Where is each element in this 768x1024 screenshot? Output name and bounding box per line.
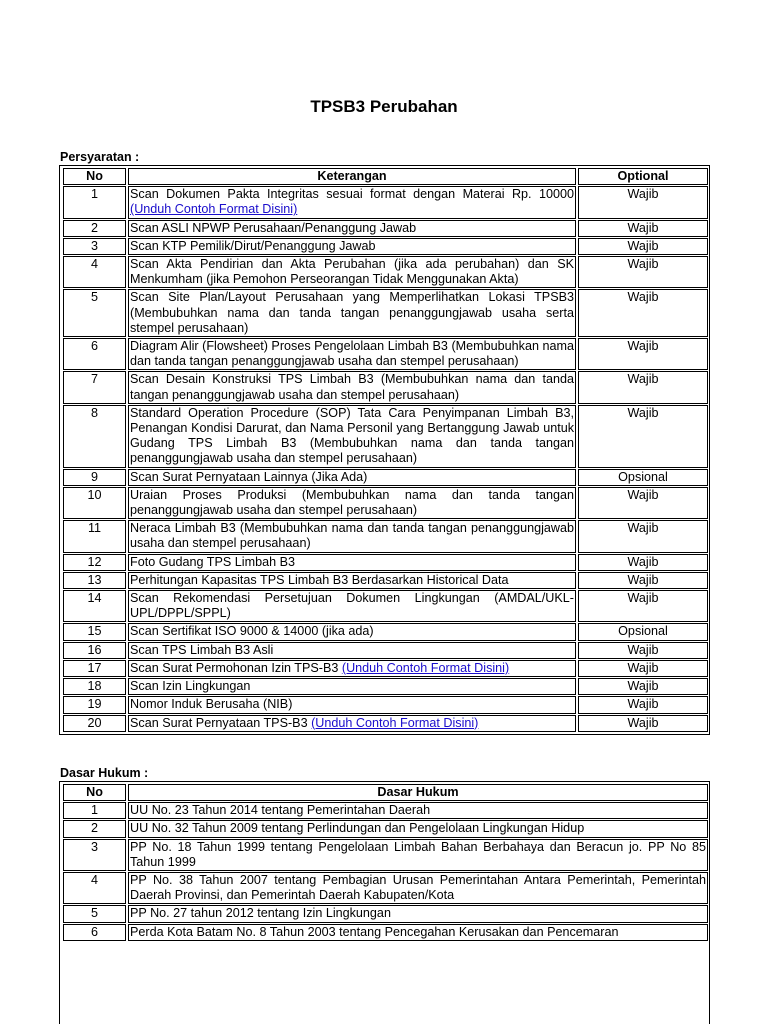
requirement-text: Uraian Proses Produksi (Membubuhkan nama dan tanda tangan penanggungjawab usaha dan stempel perusahaan) (130, 487, 574, 518)
legal-basis-text: PP No. 27 tahun 2012 tentang Izin Lingkungan (128, 905, 708, 922)
page-title: TPSB3 Perubahan (310, 97, 458, 116)
requirement-text: Nomor Induk Berusaha (NIB) (130, 697, 293, 712)
legal-basis-text: PP No. 18 Tahun 1999 tentang Pengelolaan Limbah Bahan Berbahaya dan Beracun jo. PP No 85 Tahun 1999 (128, 839, 708, 871)
dasar-hukum-table (59, 781, 710, 1024)
requirement-cell (128, 715, 576, 732)
table-row (63, 338, 708, 370)
table-row (63, 371, 708, 403)
requirement-text: Scan Surat Pernyataan TPS-B3 (130, 715, 308, 730)
persyaratan-table (59, 165, 710, 735)
row-number: 4 (63, 872, 126, 904)
requirement-cell (128, 371, 576, 403)
row-number: 20 (63, 715, 126, 732)
legal-basis-text: UU No. 32 Tahun 2009 tentang Perlindungan dan Pengelolaan Lingkungan Hidup (128, 820, 708, 837)
table-row (63, 487, 708, 519)
download-template-link[interactable]: (Unduh Contoh Format Disini) (130, 202, 298, 217)
table-row (63, 715, 708, 732)
download-template-link[interactable]: (Unduh Contoh Format Disini) (311, 715, 479, 730)
requirement-status: Wajib (578, 220, 708, 237)
requirement-text: Scan Izin Lingkungan (130, 679, 251, 694)
table-row (63, 872, 708, 904)
row-number: 4 (63, 256, 126, 288)
table-row (63, 924, 708, 941)
requirement-status: Opsional (578, 469, 708, 486)
table-row (63, 289, 708, 337)
row-number: 7 (63, 371, 126, 403)
persyaratan-label: Persyaratan : (60, 150, 140, 164)
requirement-status: Wajib (578, 642, 708, 659)
table-row (63, 839, 708, 871)
table-row (63, 572, 708, 589)
requirement-status: Wajib (578, 371, 708, 403)
requirement-status: Wajib (578, 487, 708, 519)
requirement-status: Wajib (578, 186, 708, 218)
requirement-text: Scan Site Plan/Layout Perusahaan yang Memperlihatkan Lokasi TPSB3 (Membubuhkan nama dan tanda tangan penanggungjawab usaha serta stempel perusahaan) (130, 290, 574, 335)
row-number: 18 (63, 678, 126, 695)
legal-basis-text: Perda Kota Batam No. 8 Tahun 2003 tentang Pencegahan Kerusakan dan Pencemaran (128, 924, 708, 941)
table-row (63, 905, 708, 922)
row-number: 10 (63, 487, 126, 519)
row-number: 6 (63, 924, 126, 941)
legal-basis-text: PP No. 38 Tahun 2007 tentang Pembagian Urusan Pemerintahan Antara Pemerintah, Pemerintah Daerah Provinsi, dan Pemerintah Daerah Kabupaten/Kota (128, 872, 708, 904)
header-no: No (63, 784, 126, 801)
requirement-text: Neraca Limbah B3 (Membubuhkan nama dan tanda tangan penanggungjawab usaha dan stempel perusahaan) (130, 521, 574, 551)
requirement-cell (128, 289, 576, 337)
requirement-cell (128, 220, 576, 237)
table-row (63, 623, 708, 640)
row-number: 2 (63, 220, 126, 237)
table-row (63, 802, 708, 819)
table-row (63, 590, 708, 622)
table-row (63, 405, 708, 468)
requirement-status: Opsional (578, 623, 708, 640)
requirement-text: Scan Dokumen Pakta Integritas sesuai format dengan Materai Rp. 10000 (130, 187, 574, 202)
dasar-hukum-body (63, 802, 708, 941)
requirement-text: Perhitungan Kapasitas TPS Limbah B3 Berdasarkan Historical Data (130, 572, 509, 587)
requirement-status: Wajib (578, 660, 708, 677)
requirement-cell (128, 238, 576, 255)
download-template-link[interactable]: (Unduh Contoh Format Disini) (341, 660, 510, 675)
row-number: 5 (63, 289, 126, 337)
requirement-cell (128, 572, 576, 589)
table-row (63, 554, 708, 571)
header-keterangan: Keterangan (128, 168, 576, 185)
requirement-cell (128, 520, 576, 552)
requirement-status: Wajib (578, 520, 708, 552)
table-row (63, 469, 708, 486)
row-number: 9 (63, 469, 126, 486)
requirement-status: Wajib (578, 238, 708, 255)
requirement-status: Wajib (578, 405, 708, 468)
table-row (63, 696, 708, 713)
requirement-cell (128, 256, 576, 288)
requirement-cell (128, 405, 576, 468)
requirement-text: Scan Desain Konstruksi TPS Limbah B3 (Membubuhkan nama dan tanda tangan penanggungjawab usaha dan stempel perusahaan) (130, 372, 574, 402)
table-row (63, 220, 708, 237)
row-number: 14 (63, 590, 126, 622)
header-optional: Optional (578, 168, 708, 185)
requirement-text: Scan Rekomendasi Persetujuan Dokumen Lingkungan (AMDAL/UKL-UPL/DPPL/SPPL) (130, 591, 574, 621)
requirement-status: Wajib (578, 572, 708, 589)
row-number: 2 (63, 820, 126, 837)
table-row (63, 256, 708, 288)
row-number: 8 (63, 405, 126, 468)
table-row (63, 642, 708, 659)
requirement-text: Standard Operation Procedure (SOP) Tata Cara Penyimpanan Limbah B3, Penangan Kondisi Darurat, dan Nama Personil yang Bertanggung Jawab untuk Gudang TPS Limbah B3 (Membubuhkan nama dan tanda tangan penanggungjawab usaha dan stempel perusahaan) (130, 405, 574, 466)
table-row (63, 186, 708, 218)
requirement-text: Scan KTP Pemilik/Dirut/Penanggung Jawab (130, 238, 376, 253)
dasar-hukum-label: Dasar Hukum : (60, 766, 149, 780)
requirement-status: Wajib (578, 678, 708, 695)
persyaratan-header-row (63, 168, 708, 185)
requirement-text: Scan ASLI NPWP Perusahaan/Penanggung Jawab (130, 220, 417, 235)
requirement-status: Wajib (578, 256, 708, 288)
row-number: 6 (63, 338, 126, 370)
requirement-cell (128, 590, 576, 622)
requirement-cell (128, 186, 576, 218)
requirement-text: Foto Gudang TPS Limbah B3 (130, 554, 295, 569)
row-number: 13 (63, 572, 126, 589)
requirement-cell (128, 660, 576, 677)
requirement-status: Wajib (578, 289, 708, 337)
requirement-cell (128, 678, 576, 695)
requirement-status: Wajib (578, 338, 708, 370)
row-number: 12 (63, 554, 126, 571)
requirement-text: Scan TPS Limbah B3 Asli (130, 642, 274, 657)
requirement-text: Diagram Alir (Flowsheet) Proses Pengelolaan Limbah B3 (Membubuhkan nama dan tanda tangan penanggungjawab usaha dan stempel perusahaan) (130, 339, 574, 369)
requirement-cell (128, 338, 576, 370)
persyaratan-body (63, 186, 708, 732)
row-number: 1 (63, 802, 126, 819)
header-no: No (63, 168, 126, 185)
row-number: 16 (63, 642, 126, 659)
requirement-cell (128, 554, 576, 571)
row-number: 19 (63, 696, 126, 713)
row-number: 3 (63, 238, 126, 255)
requirement-text: Scan Akta Pendirian dan Akta Perubahan (jika ada perubahan) dan SK Menkumham (jika Pemohon Perseorangan Tidak Menggunakan Akta) (130, 257, 574, 287)
row-number: 17 (63, 660, 126, 677)
requirement-cell (128, 696, 576, 713)
row-number: 3 (63, 839, 126, 871)
requirement-text: Scan Sertifikat ISO 9000 & 14000 (jika ada) (130, 624, 374, 639)
requirement-status: Wajib (578, 696, 708, 713)
requirement-text: Scan Surat Permohonan Izin TPS-B3 (130, 660, 339, 675)
table-row (63, 660, 708, 677)
requirement-cell (128, 642, 576, 659)
requirement-cell (128, 623, 576, 640)
row-number: 1 (63, 186, 126, 218)
table-row (63, 238, 708, 255)
requirement-cell (128, 469, 576, 486)
header-dasar-hukum: Dasar Hukum (128, 784, 708, 801)
row-number: 11 (63, 520, 126, 552)
row-number: 15 (63, 623, 126, 640)
table-row (63, 678, 708, 695)
table-row (63, 820, 708, 837)
requirement-status: Wajib (578, 590, 708, 622)
legal-basis-text: UU No. 23 Tahun 2014 tentang Pemerintahan Daerah (128, 802, 708, 819)
table-row (63, 520, 708, 552)
requirement-text: Scan Surat Pernyataan Lainnya (Jika Ada) (130, 469, 368, 484)
requirement-cell (128, 487, 576, 519)
dasar-hukum-header-row (63, 784, 708, 801)
row-number: 5 (63, 905, 126, 922)
requirement-status: Wajib (578, 715, 708, 732)
requirement-status: Wajib (578, 554, 708, 571)
